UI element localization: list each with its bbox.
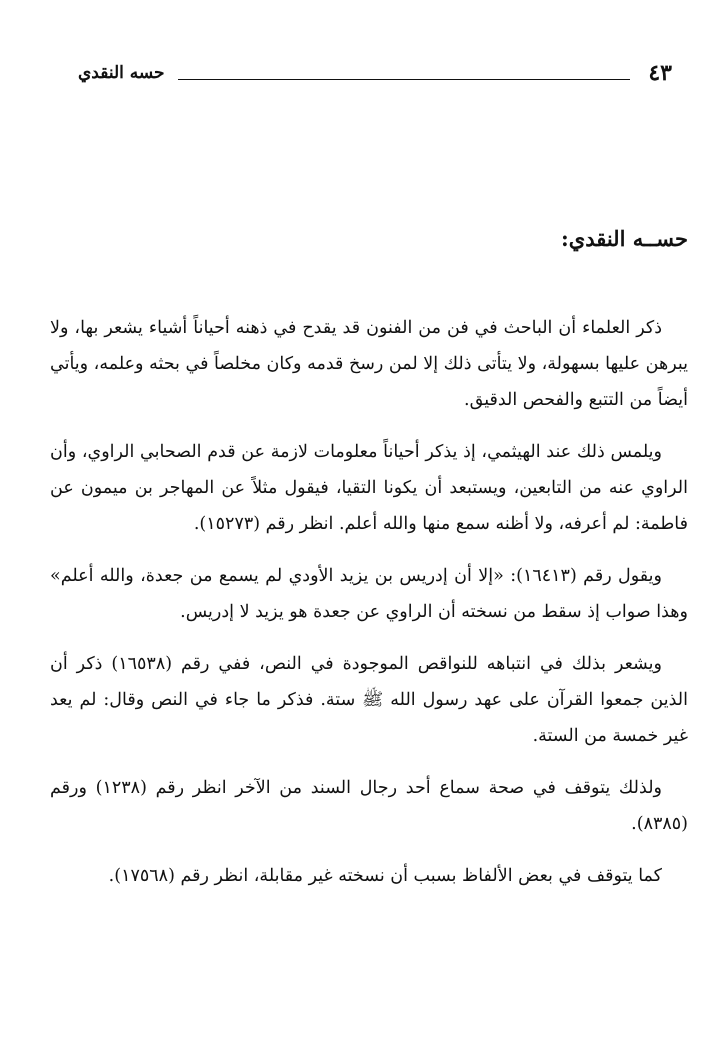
section-heading: حســه النقدي:	[561, 226, 688, 251]
running-header-title: حسه النقدي	[78, 63, 165, 83]
paragraph-6: كما يتوقف في بعض الألفاظ بسبب أن نسخته غير مقابلة، انظر رقم (١٧٥٦٨).	[108, 866, 662, 886]
paragraph-3: ويقول رقم (١٦٤١٣): «إلا أن إدريس بن يزيد الأودي لم يسمع من جعدة، والله أعلم» وهذا صواب إذ سقط من نسخته أن الراوي عن جعدة هو يزيد لا إدريس.	[50, 566, 688, 622]
running-header	[78, 58, 672, 88]
paragraph-5: ولذلك يتوقف في صحة سماع أحد رجال السند من الآخر انظر رقم (١٢٣٨) ورقم (٨٣٨٥).	[50, 778, 688, 834]
paragraph-4: ويشعر بذلك في انتباهه للنواقص الموجودة في النص، ففي رقم (١٦٥٣٨) ذكر أن الذين جمعوا القرآن على عهد رسول الله ﷺ ستة. فذكر ما جاء في النص وقال: لم يعد غير خمسة من الستة.	[50, 654, 688, 746]
body-text	[50, 310, 688, 910]
header-rule	[178, 79, 630, 80]
paragraph-1: ذكر العلماء أن الباحث في فن من الفنون قد يقدح في ذهنه أحياناً أشياء يشعر بها، ولا يبرهن عليها بسهولة، ولا يتأتى ذلك إلا لمن رسخ قدمه وكان مخلصاً في بحثه وعلمه، ويأتي أيضاً من التتبع والفحص الدقيق.	[50, 318, 688, 410]
paragraph-2: ويلمس ذلك عند الهيثمي، إذ يذكر أحياناً معلومات لازمة عن قدم الصحابي الراوي، وأن الراوي عنه من التابعين، ويستبعد أن يكونا التقيا، فيقول مثلاً عن المهاجر بن ميمون عن فاطمة: لم أعرفه، ولا أظنه سمع منها والله أعلم. انظر رقم (١٥٢٧٣).	[50, 442, 688, 534]
page-number: ٤٣	[648, 60, 672, 86]
